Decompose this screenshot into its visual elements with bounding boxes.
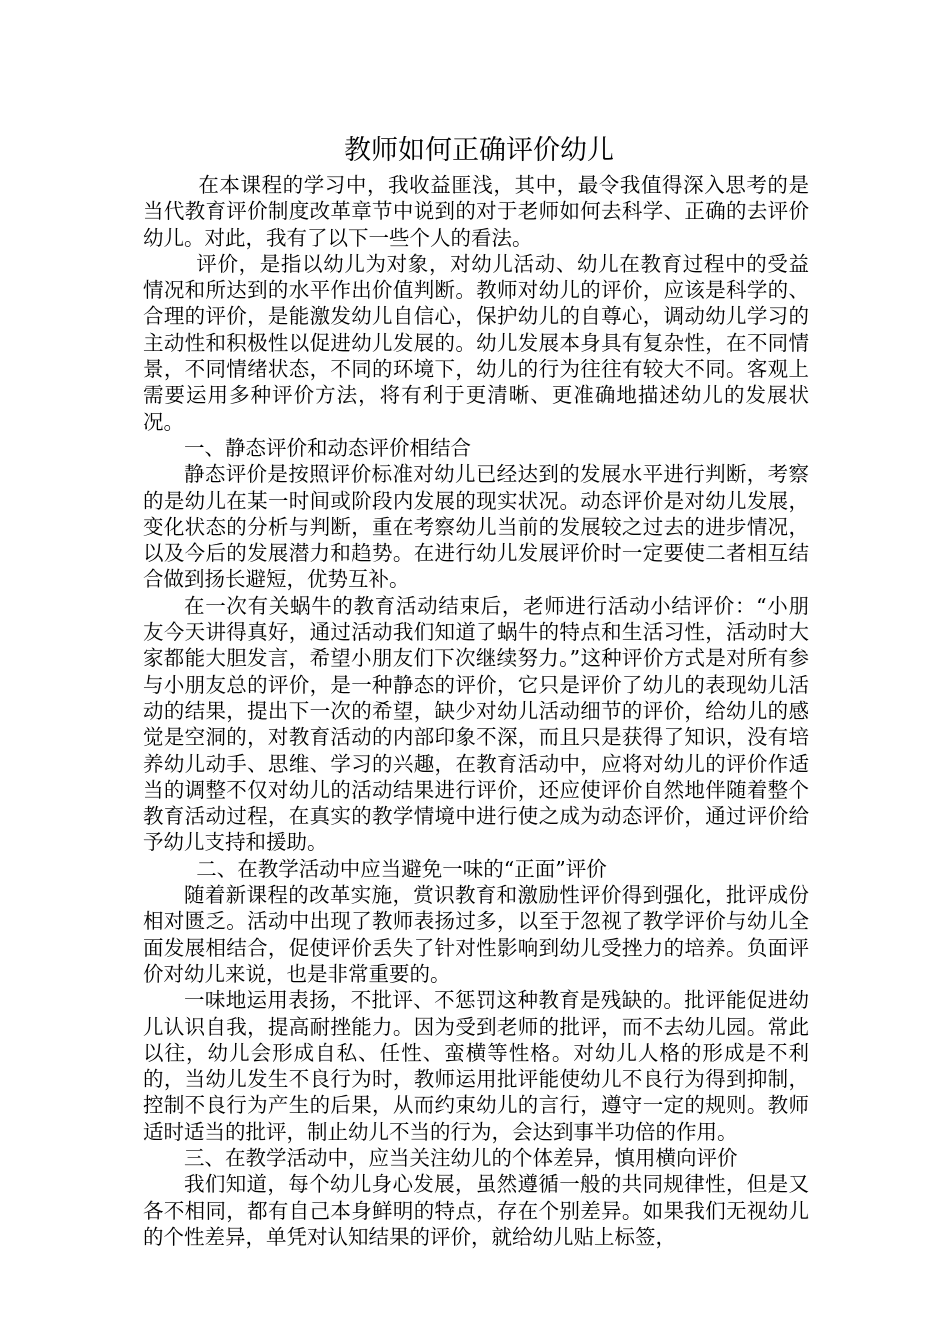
paragraph-new-curriculum: 随着新课程的改革实施，赏识教育和激励性评价得到强化，批评成份相对匮乏。活动中出现了教师表扬过多，以至于忽视了教学评价与幼儿全面发展相结合，促使评价丢失了针对性影响到幼儿受挫力的培养。负面评价对幼儿来说，也是非常重要的。	[143, 883, 809, 986]
paragraph-criticism: 一味地运用表扬，不批评、不惩罚这种教育是残缺的。批评能促进幼儿认识自我，提高耐挫能力。因为受到老师的批评，而不去幼儿园。常此以往，幼儿会形成自私、任性、蛮横等性格。对幼儿人格的形成是不利的，当幼儿发生不良行为时，教师运用批评能使幼儿不良行为得到抑制，控制不良行为产生的后果，从而约束幼儿的言行，遵守一定的规则。教师适时适当的批评，制止幼儿不当的行为，会达到事半功倍的作用。	[143, 988, 809, 1144]
document-body	[143, 130, 809, 1250]
paragraph-individual-difference: 我们知道，每个幼儿身心发展，虽然遵循一般的共同规律性，但是又各不相同，都有自己本身鲜明的特点，存在个别差异。如果我们无视幼儿的个性差异，单凭对认知结果的评价，就给幼儿贴上标签，	[143, 1172, 809, 1249]
paragraph-definition: 评价，是指以幼儿为对象，对幼儿活动、幼儿在教育过程中的受益情况和所达到的水平作出价值判断。教师对幼儿的评价，应该是科学的、合理的评价，是能激发幼儿自信心，保护幼儿的自尊心，调动幼儿学习的主动性和积极性以促进幼儿发展的。幼儿发展本身具有复杂性，在不同情景，不同情绪状态，不同的环境下，幼儿的行为往往有较大不同。客观上需要运用多种评价方法，将有利于更清晰、更准确地描述幼儿的发展状况。	[143, 251, 809, 434]
paragraph-snail-example: 在一次有关蜗牛的教育活动结束后，老师进行活动小结评价：“小朋友今天讲得真好，通过活动我们知道了蜗牛的特点和生活习性，活动时大家都能大胆发言，希望小朋友们下次继续努力。”这种评价方式是对所有参与小朋友总的评价，是一种静态的评价，它只是评价了幼儿的表现幼儿活动的结果，提出下一次的希望，缺少对幼儿活动细节的评价，给幼儿的感觉是空洞的，对教育活动的内部印象不深，而且只是获得了知识，没有培养幼儿动手、思维、学习的兴趣，在教育活动中，应将对幼儿的评价作适当的调整不仅对幼儿的活动结果进行评价，还应使评价自然地伴随着整个教育活动过程，在真实的教学情境中进行使之成为动态评价，通过评价给予幼儿支持和援助。	[143, 593, 809, 855]
section-heading-1: 一、静态评价和动态评价相结合	[184, 435, 471, 460]
paragraph-intro: 在本课程的学习中，我收益匪浅，其中，最令我值得深入思考的是当代教育评价制度改革章节中说到的对于老师如何去科学、正确的去评价幼儿。对此，我有了以下一些个人的看法。	[143, 173, 809, 250]
paragraph-static-dynamic: 静态评价是按照评价标准对幼儿已经达到的发展水平进行判断，考察的是幼儿在某一时间或阶段内发展的现实状况。动态评价是对幼儿发展，变化状态的分析与判断，重在考察幼儿当前的发展较之过去的进步情况，以及今后的发展潜力和趋势。在进行幼儿发展评价时一定要使二者相互结合做到扬长避短，优势互补。	[143, 462, 809, 592]
section-heading-2: 二、在教学活动中应当避免一味的“正面”评价	[196, 856, 607, 881]
section-heading-3: 三、在教学活动中，应当关注幼儿的个体差异，慎用横向评价	[184, 1145, 738, 1170]
document-title: 教师如何正确评价幼儿	[344, 135, 614, 166]
